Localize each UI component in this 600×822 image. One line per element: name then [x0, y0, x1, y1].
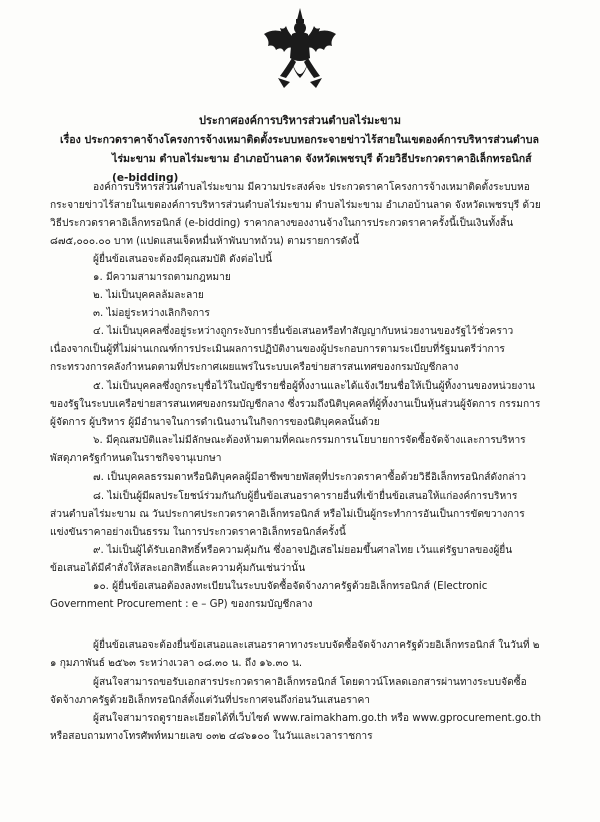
document-download-line: ผู้สนใจสามารถขอรับเอกสารประกวดราคาอิเล็กทรอนิกส์ โดยดาวน์โหลดเอกสารผ่านทางระบบจัดซื้อ: [93, 677, 527, 688]
intro-line: ๘๗๕,๐๐๐.๐๐ บาท (แปดแสนเจ็ดหมื่นห้าพันบาทถ้วน) ตามรายการดังนี้: [50, 236, 360, 247]
qualification-item-cont: ส่วนตำบลไร่มะขาม ณ วันประกาศประกวดราคาอิเล็กทรอนิกส์ หรือไม่เป็นผู้กระทำการอันเป็นการขัดขวางการ: [50, 509, 525, 520]
qualification-item-cont: พัสดุภาครัฐกำหนดในราชกิจจานุเบกษา: [50, 453, 222, 464]
qualification-item: ๖. มีคุณสมบัติและไม่มีลักษณะต้องห้ามตามที่คณะกรรมการนโยบายการจัดซื้อจัดจ้างและการบริหาร: [93, 435, 526, 446]
qualification-item: ๕. ไม่เป็นบุคคลซึ่งถูกระบุชื่อไว้ในบัญชีรายชื่อผู้ทิ้งงานและได้แจ้งเวียนชื่อให้เป็นผู้ทิ้งงานของหน่วยงาน: [93, 381, 536, 392]
intro-line: วิธีประกวดราคาอิเล็กทรอนิกส์ (e-bidding) ราคากลางของงานจ้างในการประกวดราคาครั้งนี้เป็นเงินทั้งสิ้น: [50, 218, 514, 229]
qualification-item-cont: แข่งขันราคาอย่างเป็นธรรม ในการประกวดราคาอิเล็กทรอนิกส์ครั้งนี้: [50, 527, 346, 538]
contact-line: หรือสอบถามทางโทรศัพท์หมายเลข ๐๓๒ ๔๘๖๑๐๐ ในวันและเวลาราชการ: [50, 731, 373, 742]
qualification-item: ๑. มีความสามารถตามกฎหมาย: [93, 272, 231, 283]
announcement-title: ประกาศองค์การบริหารส่วนตำบลไร่มะขาม: [199, 114, 401, 127]
qualification-item: ๒. ไม่เป็นบุคคลล้มละลาย: [93, 290, 204, 301]
qualification-item-cont: ผู้จัดการ ผู้บริหาร ผู้มีอำนาจในการดำเนินงานในกิจการของนิติบุคคลนั้นด้วย: [50, 417, 380, 428]
qualification-item-cont: กระทรวงการคลังกำหนดตามที่ประกาศเผยแพร่ในระบบเครือข่ายสารสนเทศของกรมบัญชีกลาง: [50, 362, 459, 373]
document-download-line: จัดจ้างภาครัฐด้วยอิเล็กทรอนิกส์ตั้งแต่วันที่ประกาศจนถึงก่อนวันเสนอราคา: [50, 695, 371, 706]
subject-line-2: ไร่มะขาม ตำบลไร่มะขาม อำเภอบ้านลาด จังหวัดเพชรบุรี ด้วยวิธีประกวดราคาอิเล็กทรอนิกส์ (e-bidding): [112, 153, 532, 184]
qualification-item-cont: ของรัฐในระบบเครือข่ายสารสนเทศของกรมบัญชีกลาง ซึ่งรวมถึงนิติบุคคลที่ผู้ทิ้งงานเป็นหุ้นส่วนผู้จัดการ กรรมการ: [50, 399, 541, 410]
qualification-item: ๘. ไม่เป็นผู้มีผลประโยชน์ร่วมกันกับผู้ยื่นข้อเสนอราคารายอื่นที่เข้ายื่นข้อเสนอให้แก่องค์การบริหาร: [93, 491, 518, 502]
intro-line: องค์การบริหารส่วนตำบลไร่มะขาม มีความประสงค์จะ ประกวดราคาโครงการจ้างเหมาติดตั้งระบบหอ: [93, 182, 530, 193]
subject-line-1: เรื่อง ประกวดราคาจ้างโครงการจ้างเหมาติดตั้งระบบหอกระจายข่าวไร้สายในเขตองค์การบริหารส่วนตำบล: [60, 134, 539, 146]
qualification-item: ๗. เป็นบุคคลธรรมดาหรือนิติบุคคลผู้มีอาชีพขายพัสดุที่ประกวดราคาซื้อด้วยวิธีอิเล็กทรอนิกส์ดังกล่าว: [93, 472, 526, 483]
qualification-item-cont: ข้อเสนอได้มีคำสั่งให้สละเอกสิทธิ์และความคุ้มกันเช่นว่านั้น: [50, 563, 306, 574]
qualification-item: ๑๐. ผู้ยื่นข้อเสนอต้องลงทะเบียนในระบบจัดซื้อจัดจ้างภาครัฐด้วยอิเล็กทรอนิกส์ (Electronic: [93, 581, 488, 592]
qualification-item: ๓. ไม่อยู่ระหว่างเลิกกิจการ: [93, 308, 210, 319]
intro-line: กระจายข่าวไร้สายในเขตองค์การบริหารส่วนตำบลไร่มะขาม ตำบลไร่มะขาม อำเภอบ้านลาด จังหวัดเพชรบุรี ด้วย: [50, 200, 541, 211]
qualification-item-cont: Government Procurement : e – GP) ของกรมบัญชีกลาง: [50, 599, 313, 610]
garuda-emblem-icon: [262, 6, 338, 92]
qualification-heading: ผู้ยื่นข้อเสนอจะต้องมีคุณสมบัติ ดังต่อไปนี้: [93, 254, 273, 265]
submission-date: ๑ กุมภาพันธ์ ๒๕๖๓ ระหว่างเวลา ๐๘.๓๐ น. ถึง ๑๖.๓๐ น.: [50, 658, 303, 669]
qualification-item-cont: เนื่องจากเป็นผู้ที่ไม่ผ่านเกณฑ์การประเมินผลการปฏิบัติงานของผู้ประกอบการตามระเบียบที่รัฐมนตรีว่าการ: [50, 344, 505, 355]
qualification-item: ๙. ไม่เป็นผู้ได้รับเอกสิทธิ์หรือความคุ้มกัน ซึ่งอาจปฏิเสธไม่ยอมขึ้นศาลไทย เว้นแต่รัฐบาลของผู้ยื่น: [93, 545, 513, 556]
submission-line: ผู้ยื่นข้อเสนอจะต้องยื่นข้อเสนอและเสนอราคาทางระบบจัดซื้อจัดจ้างภาครัฐด้วยอิเล็กทรอนิกส์ ในวันที่ ๒: [93, 640, 540, 651]
qualification-item: ๔. ไม่เป็นบุคคลซึ่งอยู่ระหว่างถูกระงับการยื่นข้อเสนอหรือทำสัญญากับหน่วยงานของรัฐไว้ชั่วคราว: [93, 326, 514, 337]
website-line: ผู้สนใจสามารถดูรายละเอียดได้ที่เว็บไซต์ www.raimakham.go.th หรือ www.gprocurement.go.th: [93, 713, 542, 724]
